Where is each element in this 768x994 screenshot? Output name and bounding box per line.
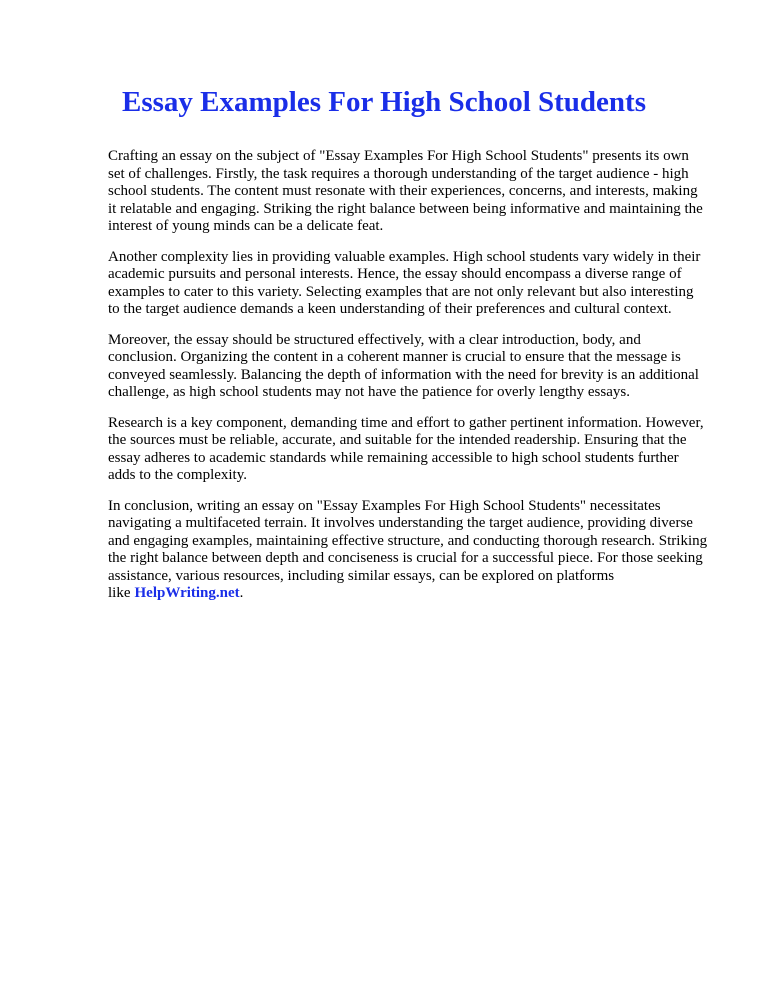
conclusion-text: In conclusion, writing an essay on "Essay Examples For High School Students" necessitates navigating a multifaceted terrain. It involves understanding the target audience, providing diverse and engaging examples, maintaining effective structure, and conducting thorough research. Striking the right balance between depth and conciseness is crucial for a successful piece. For those seeking assistance, various resources, including similar essays, can be explored on platforms like	[108, 497, 708, 601]
essay-body	[108, 148, 708, 616]
conclusion-trailing: .	[239, 585, 244, 601]
paragraph-1: Crafting an essay on the subject of "Essay Examples For High School Students" presents its own set of challenges. Firstly, the task requires a thorough understanding of the target audience - high school students. The content must resonate with their experiences, concerns, and interests, making it relatable and engaging. Striking the right balance between being informative and maintaining the interest of young minds can be a delicate feat.	[108, 148, 703, 234]
page-title: Essay Examples For High School Students	[122, 86, 646, 118]
paragraph-conclusion	[108, 498, 708, 603]
paragraph-2: Another complexity lies in providing valuable examples. High school students vary widely in their academic pursuits and personal interests. Hence, the essay should encompass a diverse range of examples to cater to this variety. Selecting examples that are not only relevant but also interesting to the target audience demands a keen understanding of their preferences and cultural context.	[108, 248, 701, 317]
helpwriting-link[interactable]: HelpWriting.net	[134, 585, 240, 601]
paragraph-4: Research is a key component, demanding time and effort to gather pertinent information. However, the sources must be reliable, accurate, and suitable for the intended readership. Ensuring that the essay adheres to academic standards while remaining accessible to high school students further adds to the complexity.	[108, 414, 704, 483]
paragraph-3: Moreover, the essay should be structured effectively, with a clear introduction, body, and conclusion. Organizing the content in a coherent manner is crucial to ensure that the message is conveyed seamlessly. Balancing the depth of information with the need for brevity is an additional challenge, as high school students may not have the patience for overly lengthy essays.	[108, 331, 699, 400]
